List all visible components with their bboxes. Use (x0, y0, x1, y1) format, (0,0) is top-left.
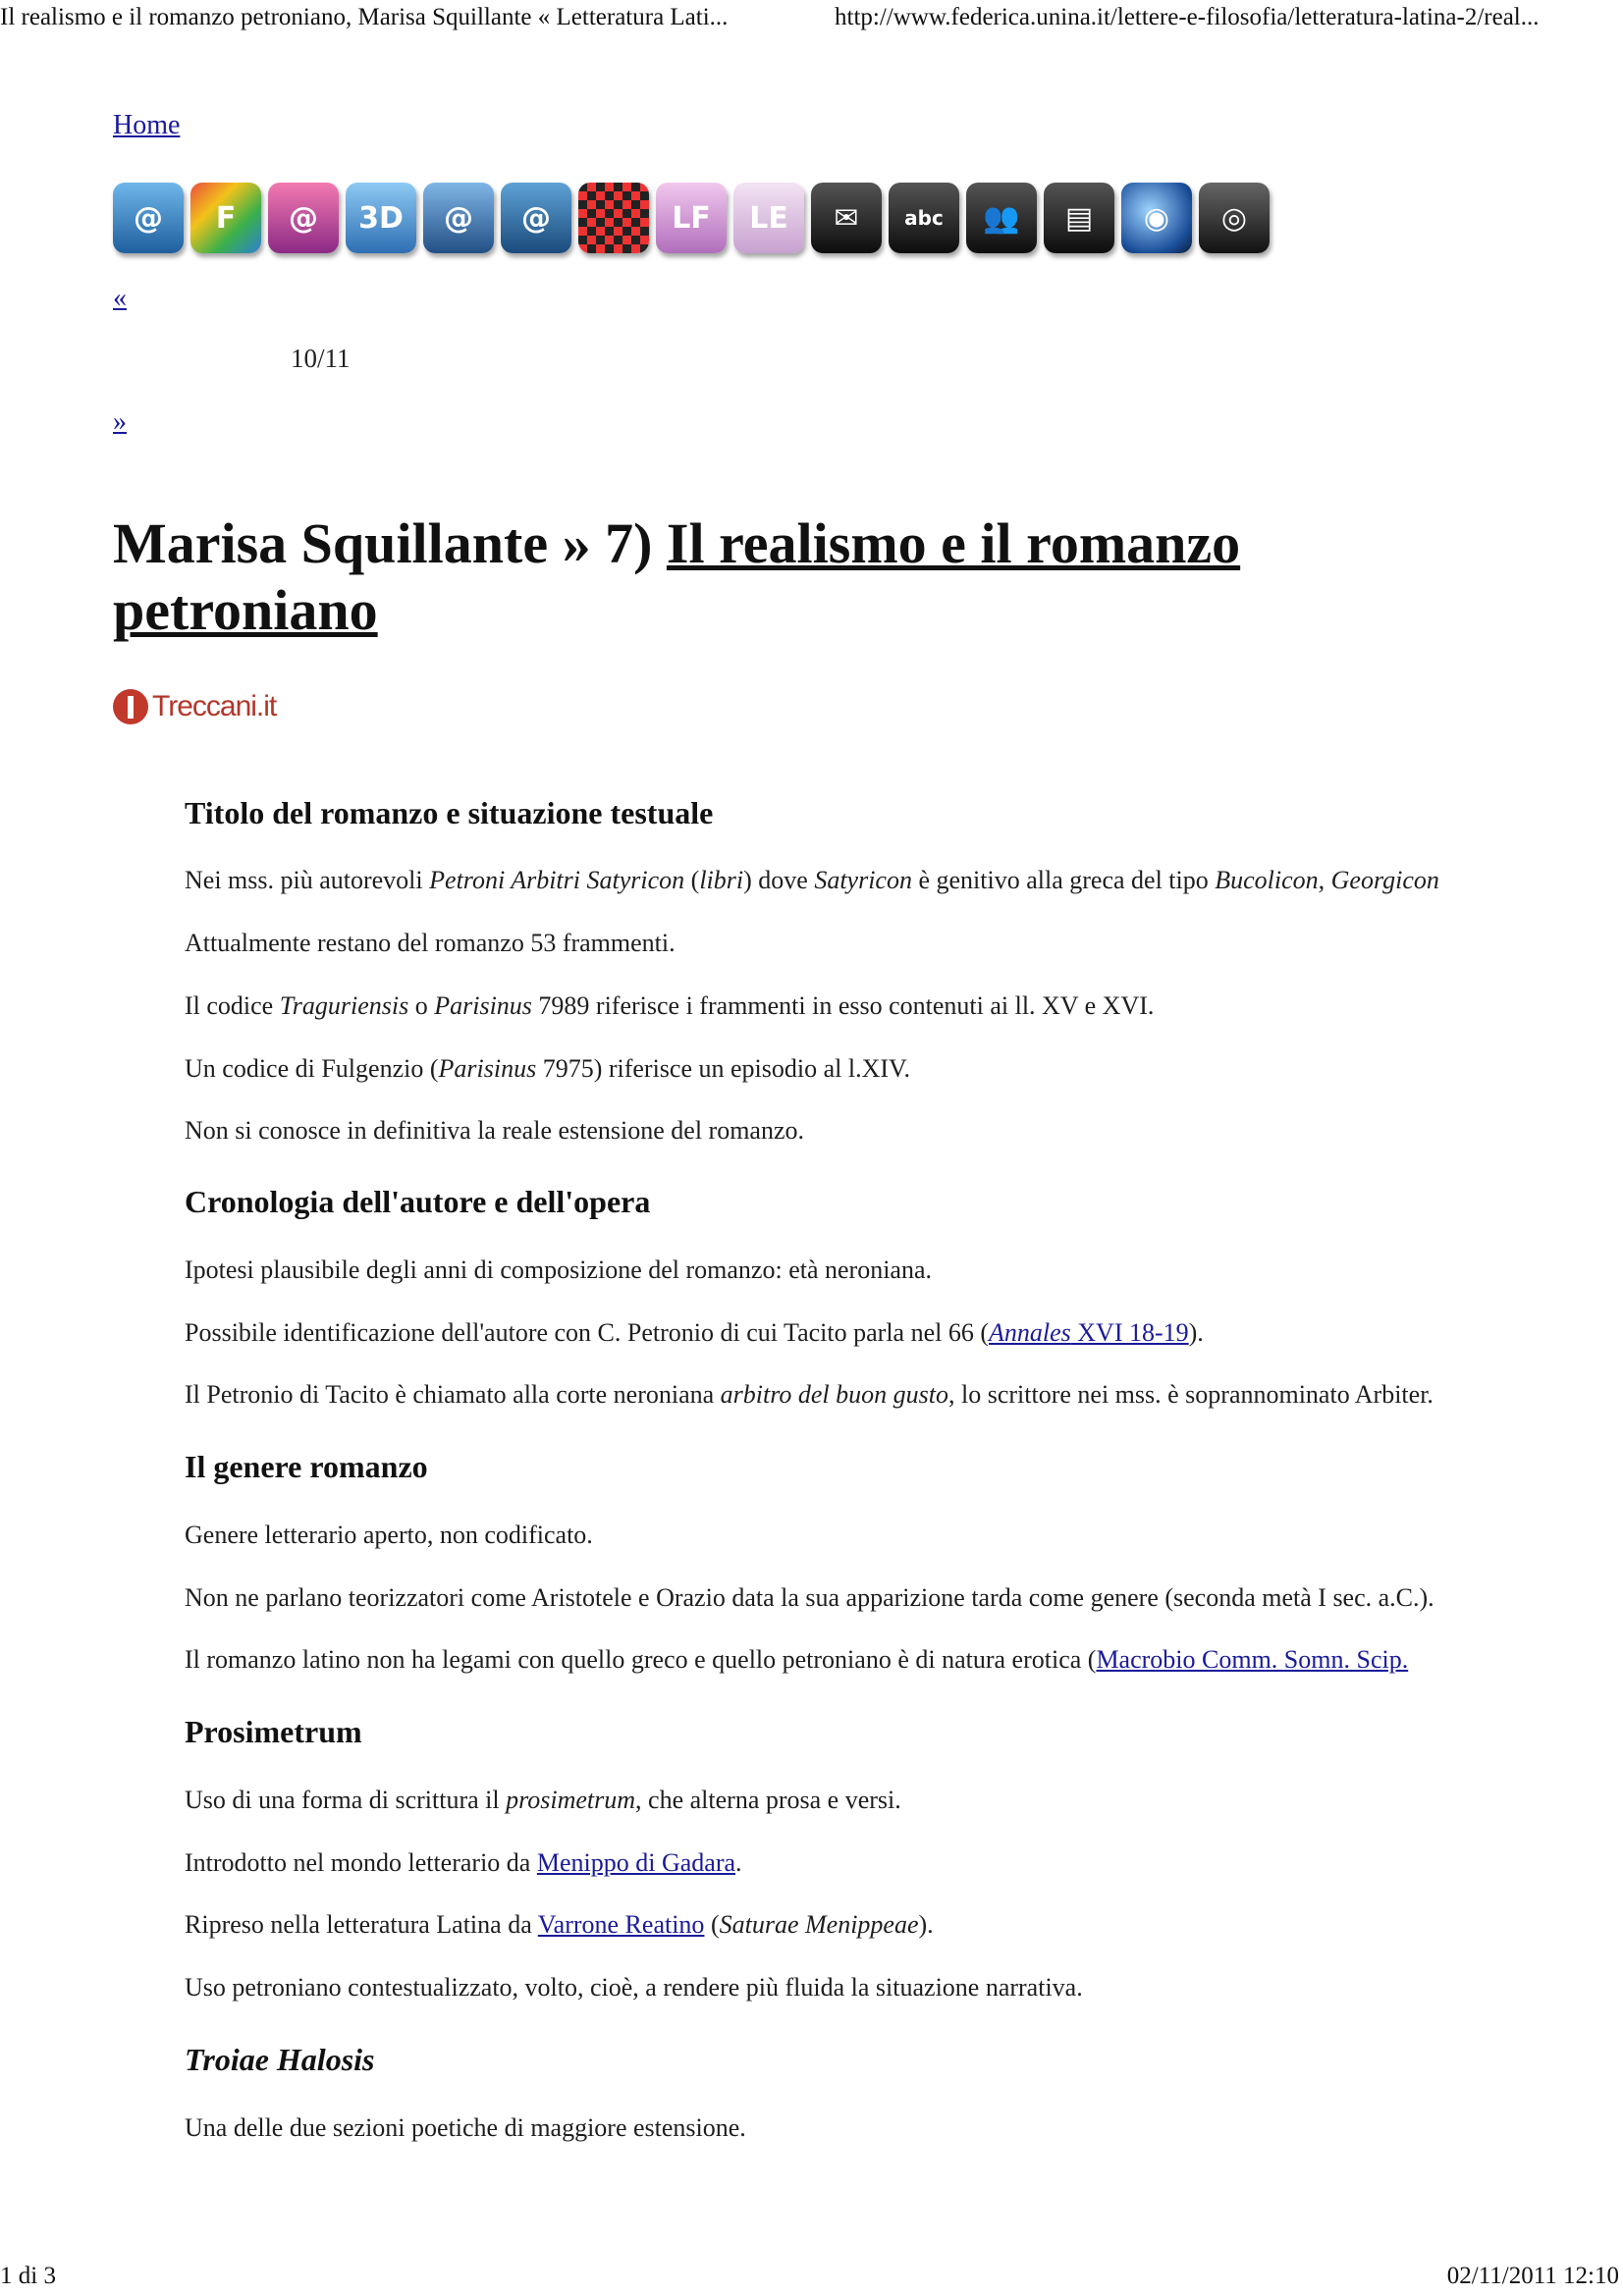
italic-span: Traguriensis (279, 991, 409, 1020)
text-span: . (735, 1848, 742, 1877)
italic-span: libri (699, 866, 744, 894)
paragraph (185, 1583, 1434, 1613)
paragraph (185, 1910, 934, 1940)
next-page-link[interactable]: » (113, 406, 127, 437)
paragraph (185, 1255, 932, 1285)
annales-link[interactable] (989, 1318, 1189, 1347)
page-title-prefix: Marisa Squillante » 7) (113, 511, 667, 575)
federica-icon-glyph: @ (134, 200, 163, 236)
text-span: Uso petroniano contestualizzato, volto, cioè, a rendere più fluida la situazione narrativa. (185, 1973, 1083, 2002)
paragraph (185, 1318, 1204, 1348)
text-span: ( (704, 1910, 720, 1939)
text-span: ). (1188, 1318, 1204, 1347)
prev-page-link[interactable]: « (113, 283, 127, 313)
italic-span: arbitro del buon gusto (720, 1380, 948, 1409)
italic-span: Parisinus (434, 991, 532, 1020)
paragraph (185, 1380, 1434, 1410)
menippo-link[interactable]: Menippo di Gadara (536, 1848, 736, 1877)
italic-span: Satyricon (814, 866, 912, 894)
text-span: Introdotto nel mondo letterario da (185, 1848, 537, 1877)
italic-span: Parisinus (438, 1054, 537, 1083)
annales-link-text: XVI 18-19 (1070, 1318, 1189, 1347)
federica-about-icon-glyph: @ (289, 200, 318, 236)
paragraph (185, 1054, 910, 1084)
print-header-title: Il realismo e il romanzo petroniano, Marisa Squillante « Letteratura Lati... (0, 4, 729, 30)
paragraph (185, 929, 676, 958)
federica-3d-icon-glyph: 3D (358, 200, 404, 236)
paragraph (185, 1786, 901, 1815)
text-span: o (408, 991, 435, 1020)
italic-span: Bucolicon, Georgicon (1215, 866, 1439, 894)
section-heading-prosimetrum: Prosimetrum (185, 1714, 362, 1749)
text-span: Ipotesi plausibile degli anni di composizione del romanzo: età neroniana. (185, 1255, 932, 1284)
text-span: Una delle due sezioni poetiche di maggiore estensione. (185, 2113, 746, 2142)
text-span: , lo scrittore nei mss. è soprannominato Arbiter. (948, 1380, 1434, 1409)
le-globe-icon-glyph: LE (749, 200, 788, 236)
print-footer (0, 2257, 1623, 2296)
paragraph (185, 1645, 1408, 1675)
text-span: ). (918, 1910, 934, 1939)
podcast-icon-glyph: ◎ (1220, 200, 1248, 236)
text-span: Il romanzo latino non ha legami con quello greco e quello petroniano è di natura erotica ( (185, 1645, 1097, 1674)
italic-span: prosimetrum (506, 1786, 636, 1814)
paragraph (185, 991, 1154, 1021)
text-span: 7975) riferisce un episodio al l.XIV. (536, 1054, 910, 1083)
text-span: Il Petronio di Tacito è chiamato alla corte neroniana (185, 1380, 721, 1409)
annales-link-italic: Annales (989, 1318, 1071, 1347)
paragraph (185, 866, 1439, 895)
print-footer-datetime: 02/11/2011 12:10 (1446, 2263, 1619, 2289)
paragraph (185, 2113, 746, 2143)
text-span: ) dove (743, 866, 815, 894)
macrobio-link[interactable]: Macrobio Comm. Somn. Scip. (1096, 1645, 1409, 1674)
italic-span: Petroni Arbitri Satyricon (429, 866, 685, 894)
text-span: è genitivo alla greca del tipo (911, 866, 1216, 894)
inbox-icon-glyph: ✉ (834, 200, 859, 236)
text-span: ( (684, 866, 700, 894)
text-span: , che alterna prosa e versi. (635, 1786, 901, 1814)
italic-span: Saturae Menippeae (719, 1910, 919, 1939)
paragraph (185, 1973, 1083, 2002)
federica-web-icon-glyph: @ (521, 200, 551, 236)
text-span: Possibile identificazione dell'autore con C. Petronio di cui Tacito parla nel 66 ( (185, 1318, 989, 1347)
film-icon-glyph: ▤ (1064, 200, 1094, 236)
text-span: Attualmente restano del romanzo 53 frammenti. (185, 929, 676, 957)
people-icon-glyph: 👥 (983, 200, 1020, 236)
text-span: Uso di una forma di scrittura il (185, 1786, 507, 1814)
page-counter: 10/11 (291, 344, 351, 373)
text-span: Non si conosce in definitiva la reale estensione del romanzo. (185, 1116, 805, 1145)
article-content (185, 0, 1510, 2296)
dictionary-icon-glyph: abc (904, 206, 944, 230)
home-link[interactable]: Home (113, 110, 181, 140)
text-span: Non ne parlano teorizzatori come Aristotele e Orazio data la sua apparizione tarda come genere (seconda metà I sec. a.C.). (185, 1583, 1434, 1612)
lf-icon-glyph: LF (672, 200, 711, 236)
print-header-url: http://www.federica.unina.it/lettere-e-filosofia/letteratura-latina-2/real... (835, 4, 1540, 30)
varrone-link[interactable]: Varrone Reatino (537, 1910, 705, 1939)
paragraph (185, 1848, 742, 1878)
section-heading-genere: Il genere romanzo (185, 1449, 428, 1484)
federica-icon[interactable] (113, 183, 184, 253)
paragraph (185, 1521, 593, 1550)
treccani-logo-icon (113, 689, 148, 724)
section-heading-titolo: Titolo del romanzo e situazione testuale (185, 795, 714, 830)
text-span: Ripreso nella letteratura Latina da (185, 1910, 538, 1939)
text-span: Nei mss. più autorevoli (185, 866, 430, 894)
globe-icon-glyph: ◉ (1143, 200, 1170, 236)
section-heading-cronologia: Cronologia dell'autore e dell'opera (185, 1184, 651, 1219)
text-span: Il codice (185, 991, 280, 1020)
text-span: Un codice di Fulgenzio ( (185, 1054, 439, 1083)
federica-friendly-icon-glyph: F (215, 200, 237, 236)
paragraph (185, 1116, 804, 1146)
federica-compass-icon-glyph: @ (444, 200, 473, 236)
page-title-link-line1[interactable]: Il realismo e il romanzo (666, 511, 1241, 575)
text-span: Genere letterario aperto, non codificato. (185, 1521, 593, 1549)
section-heading-troiae: Troiae Halosis (185, 2042, 375, 2077)
page-title-link-line2[interactable]: petroniano (113, 578, 378, 642)
print-footer-page: 1 di 3 (0, 2263, 56, 2289)
text-span: 7989 riferisce i frammenti in esso contenuti ai ll. XV e XVI. (531, 991, 1155, 1020)
treccani-logo-text: Treccani.it (152, 690, 277, 722)
